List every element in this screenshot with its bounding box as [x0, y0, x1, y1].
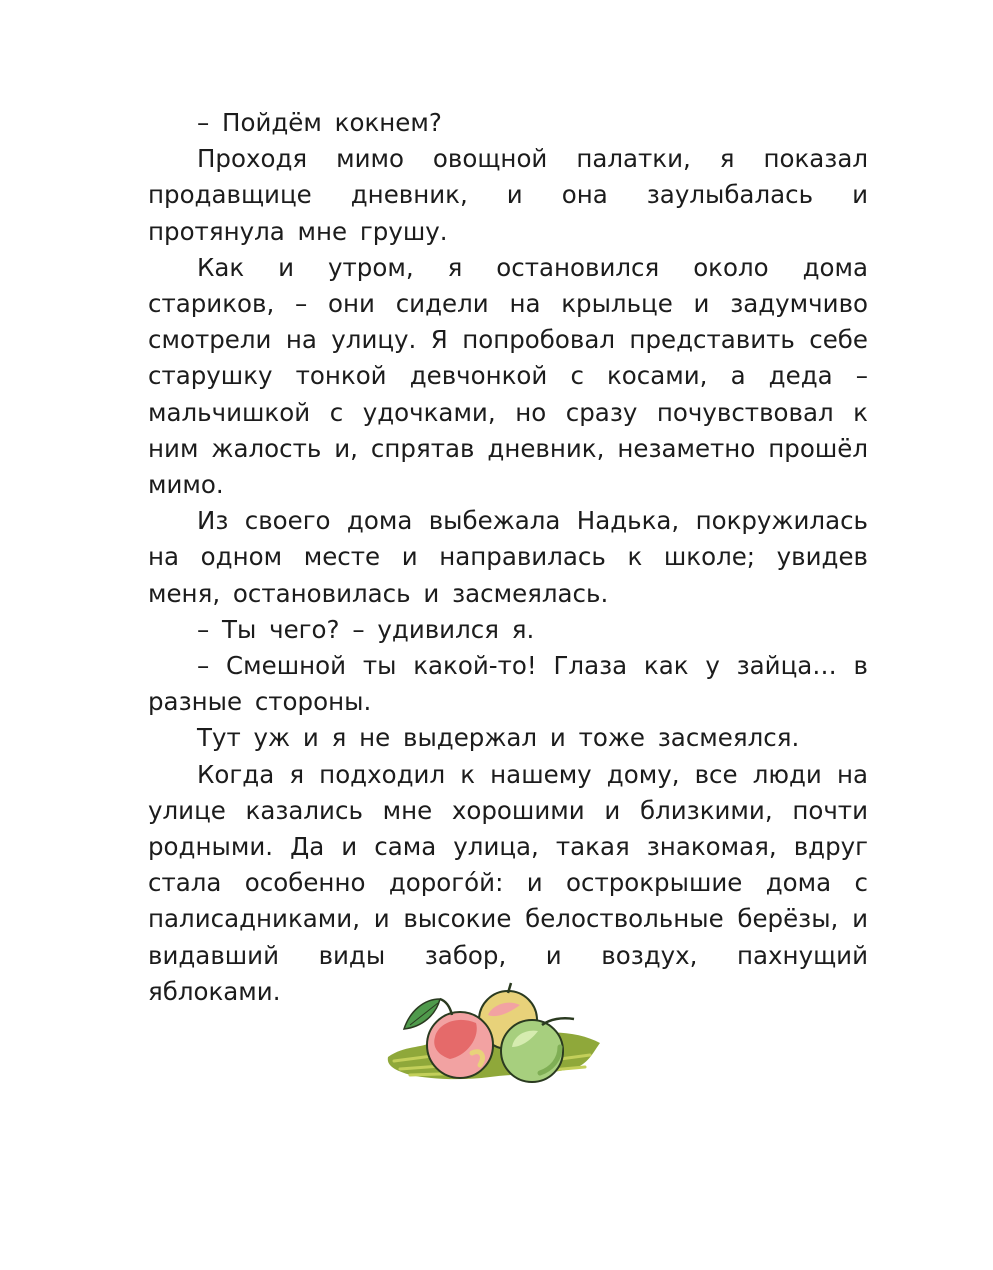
paragraph-1: – Пойдём кокнем?	[197, 108, 442, 137]
paragraph-7: Тут уж и я не выдержал и тоже засмеялся.	[197, 723, 800, 753]
paragraph-8: Когда я подходил к нашему дому, все люди на улице казались мне хорошими и близкими, почти родными. Да и сама улица, такая знакомая, вдруг стала особенно дорогóй: и острокрышие дома с палисадниками, и высокие белоствольные берёзы, и видавший виды забор, и воздух, пахнущий яблоками.	[148, 759, 868, 1006]
apples-illustration	[380, 975, 605, 1090]
paragraph-3: Как и утром, я остановился около дома стариков, – они сидели на крыльце и задумчиво смотрели на улицу. Я попробовал представить себе старушку тонкой девчонкой с косами, а деда – мальчишкой с удочками, но сразу почувствовал к ним жалость и, спрятав дневник, незаметно прошёл мимо.	[148, 252, 868, 500]
story-text	[148, 105, 868, 1010]
paragraph-5: – Ты чего? – удивился я.	[197, 614, 535, 644]
apple-right	[501, 1018, 574, 1082]
apple-right-body	[501, 1020, 563, 1082]
paragraph-4: Из своего дома выбежала Надька, покружилась на одном месте и направилась к школе; увидев меня, остановилась и засмеялась.	[148, 506, 868, 608]
apple-left-stem	[440, 999, 452, 1015]
paragraph-2: Проходя мимо овощной палатки, я показал продавщице дневник, и она заулыбалась и протянула мне грушу.	[148, 144, 868, 246]
paragraph-6: – Смешной ты какой-то! Глаза как у зайца… в разные стороны.	[148, 651, 868, 717]
